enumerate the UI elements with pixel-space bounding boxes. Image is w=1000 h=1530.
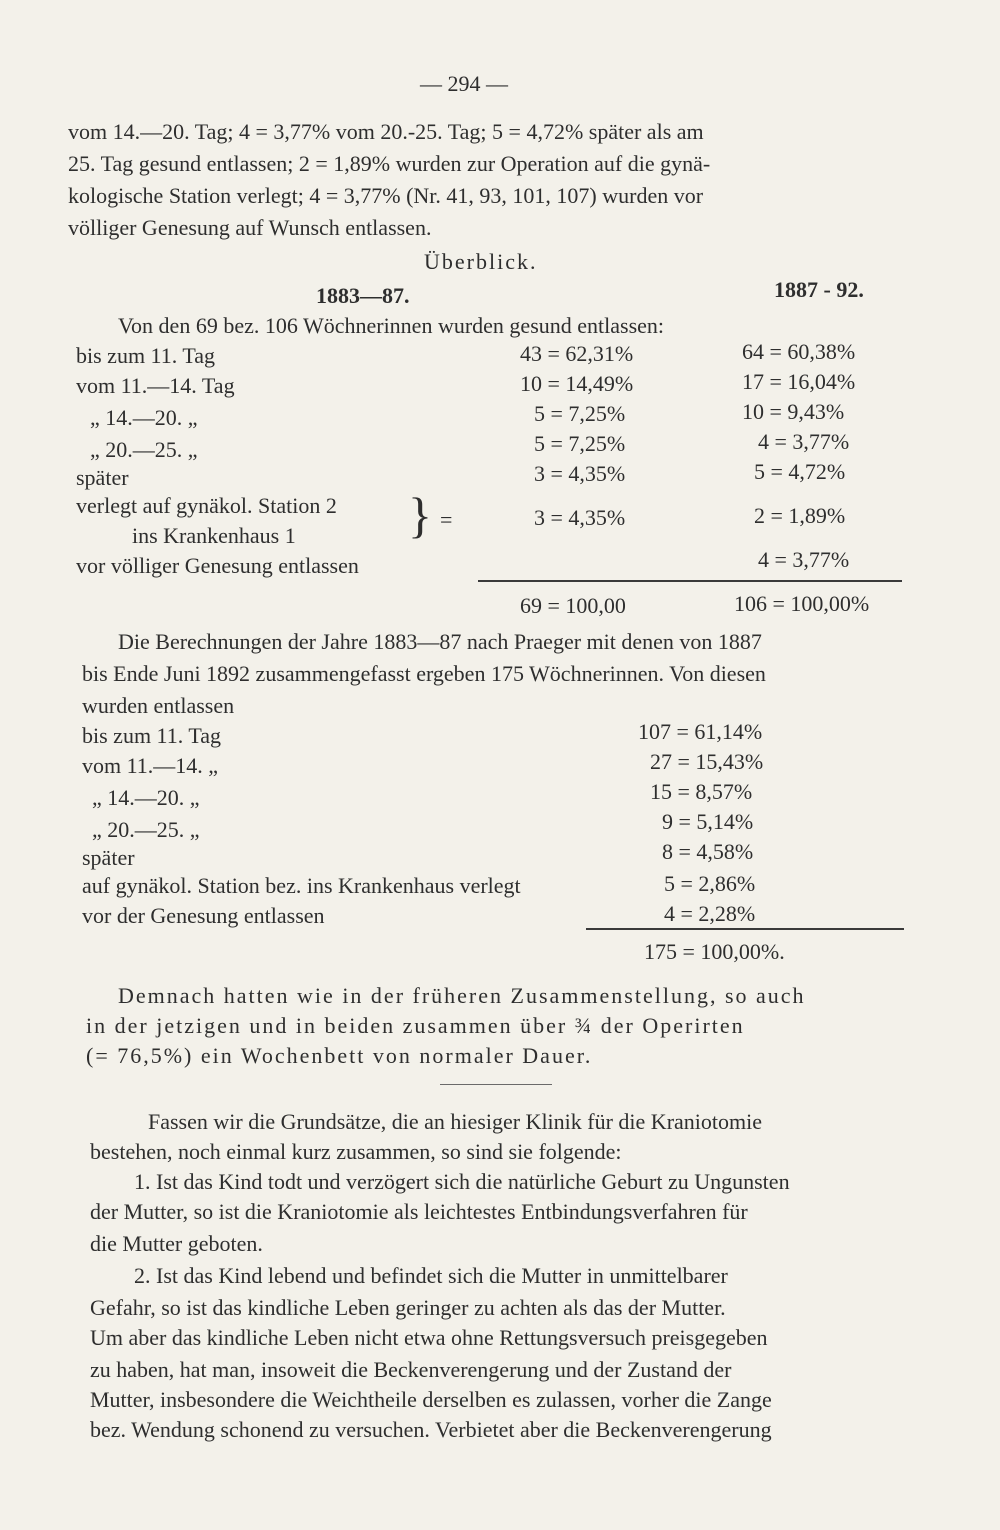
column-heading-1887-92: 1887 - 92. [774, 277, 864, 302]
table1-row-value-b: 4 = 3,77% [758, 429, 850, 454]
table2-row-label: später [82, 845, 135, 870]
table1-row-value-a: 10 = 14,49% [520, 371, 634, 396]
para4-line-2: bestehen, noch einmal kurz zusammen, so sind sie folgende: [90, 1139, 622, 1164]
table1-caption: Von den 69 bez. 106 Wöchnerinnen wurden gesund entlassen: [118, 313, 665, 338]
table1-row-label: bis zum 11. Tag [76, 343, 216, 368]
page-number: — 294 — [420, 71, 508, 96]
table1-total-a: 69 = 100,00 [520, 593, 626, 618]
table1-row-value-a: 5 = 7,25% [534, 401, 626, 426]
table1-row-value-b: 64 = 60,38% [742, 339, 856, 364]
para4-line-4: der Mutter, so ist die Kraniotomie als leichtestes Entbindungsverfahren für [90, 1199, 748, 1224]
para4-line-8: Um aber das kindliche Leben nicht etwa ohne Rettungsversuch preisgegeben [90, 1325, 768, 1350]
table1-group-equals: = [440, 507, 453, 532]
table2-row-value: 8 = 4,58% [662, 839, 754, 864]
table1-last-label: vor völliger Genesung entlassen [76, 553, 359, 578]
para4-line-6: 2. Ist das Kind lebend und befindet sich die Mutter in unmittelbarer [134, 1263, 728, 1288]
para3-line-2: in der jetzigen und in beiden zusammen über ¾ der Operirten [86, 1013, 745, 1038]
table1-group-label-2: ins Krankenhaus 1 [132, 523, 296, 548]
table2-row-label: bis zum 11. Tag [82, 723, 222, 748]
table2-total: 175 = 100,00%. [644, 939, 785, 964]
table1-row-value-a: 43 = 62,31% [520, 341, 634, 366]
table2-row-value: 5 = 2,86% [664, 871, 756, 896]
table1-total-b: 106 = 100,00% [734, 591, 870, 616]
para3-line-1: Demnach hatten wie in der früheren Zusammenstellung, so auch [118, 983, 806, 1008]
table2-sum-rule [586, 928, 904, 930]
table1-row-value-a: 3 = 4,35% [534, 461, 626, 486]
para4-line-10: Mutter, insbesondere die Weichtheile derselben es zulassen, vorher die Zange [90, 1387, 772, 1412]
overview-title: Überblick. [424, 249, 538, 274]
table1-last-value-b: 4 = 3,77% [758, 547, 850, 572]
para2-line-2: bis Ende Juni 1892 zusammengefasst ergeben 175 Wöchnerinnen. Von diesen [82, 661, 766, 686]
table1-row-label: später [76, 465, 129, 490]
intro-line-1: vom 14.—20. Tag; 4 = 3,77% vom 20.-25. Tag; 5 = 4,72% später als am [68, 119, 704, 144]
intro-line-2: 25. Tag gesund entlassen; 2 = 1,89% wurden zur Operation auf die gynä- [68, 151, 711, 176]
table1-group-label-1: verlegt auf gynäkol. Station 2 [76, 493, 337, 518]
para4-line-9: zu haben, hat man, insoweit die Beckenverengerung und der Zustand der [90, 1357, 732, 1382]
table2-row-label: vom 11.—14. „ [82, 753, 219, 778]
table2-row-value: 107 = 61,14% [638, 719, 763, 744]
table1-group-value-a: 3 = 4,35% [534, 505, 626, 530]
brace-symbol: } [408, 487, 432, 543]
table2-row-label: auf gynäkol. Station bez. ins Krankenhaus verlegt [82, 873, 521, 898]
para2-line-3: wurden entlassen [82, 693, 235, 718]
table1-group-value-b: 2 = 1,89% [754, 503, 846, 528]
para4-line-7: Gefahr, so ist das kindliche Leben geringer zu achten als das der Mutter. [90, 1295, 726, 1320]
table1-row-value-b: 17 = 16,04% [742, 369, 856, 394]
intro-line-4: völliger Genesung auf Wunsch entlassen. [68, 215, 432, 240]
section-divider [440, 1084, 552, 1085]
table1-row-label: „ 14.—20. „ [90, 405, 198, 430]
table2-row-label: vor der Genesung entlassen [82, 903, 325, 928]
column-heading-1883-87: 1883—87. [316, 283, 410, 308]
para3-line-3: (= 76,5%) ein Wochenbett von normaler Dauer. [86, 1043, 593, 1068]
para4-line-1: Fassen wir die Grundsätze, die an hiesiger Klinik für die Kraniotomie [148, 1109, 763, 1134]
table1-row-value-b: 10 = 9,43% [742, 399, 845, 424]
table2-row-label: „ 14.—20. „ [92, 785, 200, 810]
intro-line-3: kologische Station verlegt; 4 = 3,77% (Nr. 41, 93, 101, 107) wurden vor [68, 183, 704, 208]
table1-row-label: vom 11.—14. Tag [76, 373, 235, 398]
para4-line-5: die Mutter geboten. [90, 1231, 263, 1256]
para4-line-11: bez. Wendung schonend zu versuchen. Verbietet aber die Beckenverengerung [90, 1417, 772, 1442]
table1-sum-rule [478, 580, 902, 582]
table2-row-value: 27 = 15,43% [650, 749, 764, 774]
table1-row-value-a: 5 = 7,25% [534, 431, 626, 456]
table2-row-value: 4 = 2,28% [664, 901, 756, 926]
table2-row-value: 9 = 5,14% [662, 809, 754, 834]
table2-row-label: „ 20.—25. „ [92, 817, 200, 842]
table1-row-value-b: 5 = 4,72% [754, 459, 846, 484]
para4-line-3: 1. Ist das Kind todt und verzögert sich die natürliche Geburt zu Ungunsten [134, 1169, 790, 1194]
table1-row-label: „ 20.—25. „ [90, 437, 198, 462]
table2-row-value: 15 = 8,57% [650, 779, 753, 804]
para2-line-1: Die Berechnungen der Jahre 1883—87 nach Praeger mit denen von 1887 [118, 629, 762, 654]
